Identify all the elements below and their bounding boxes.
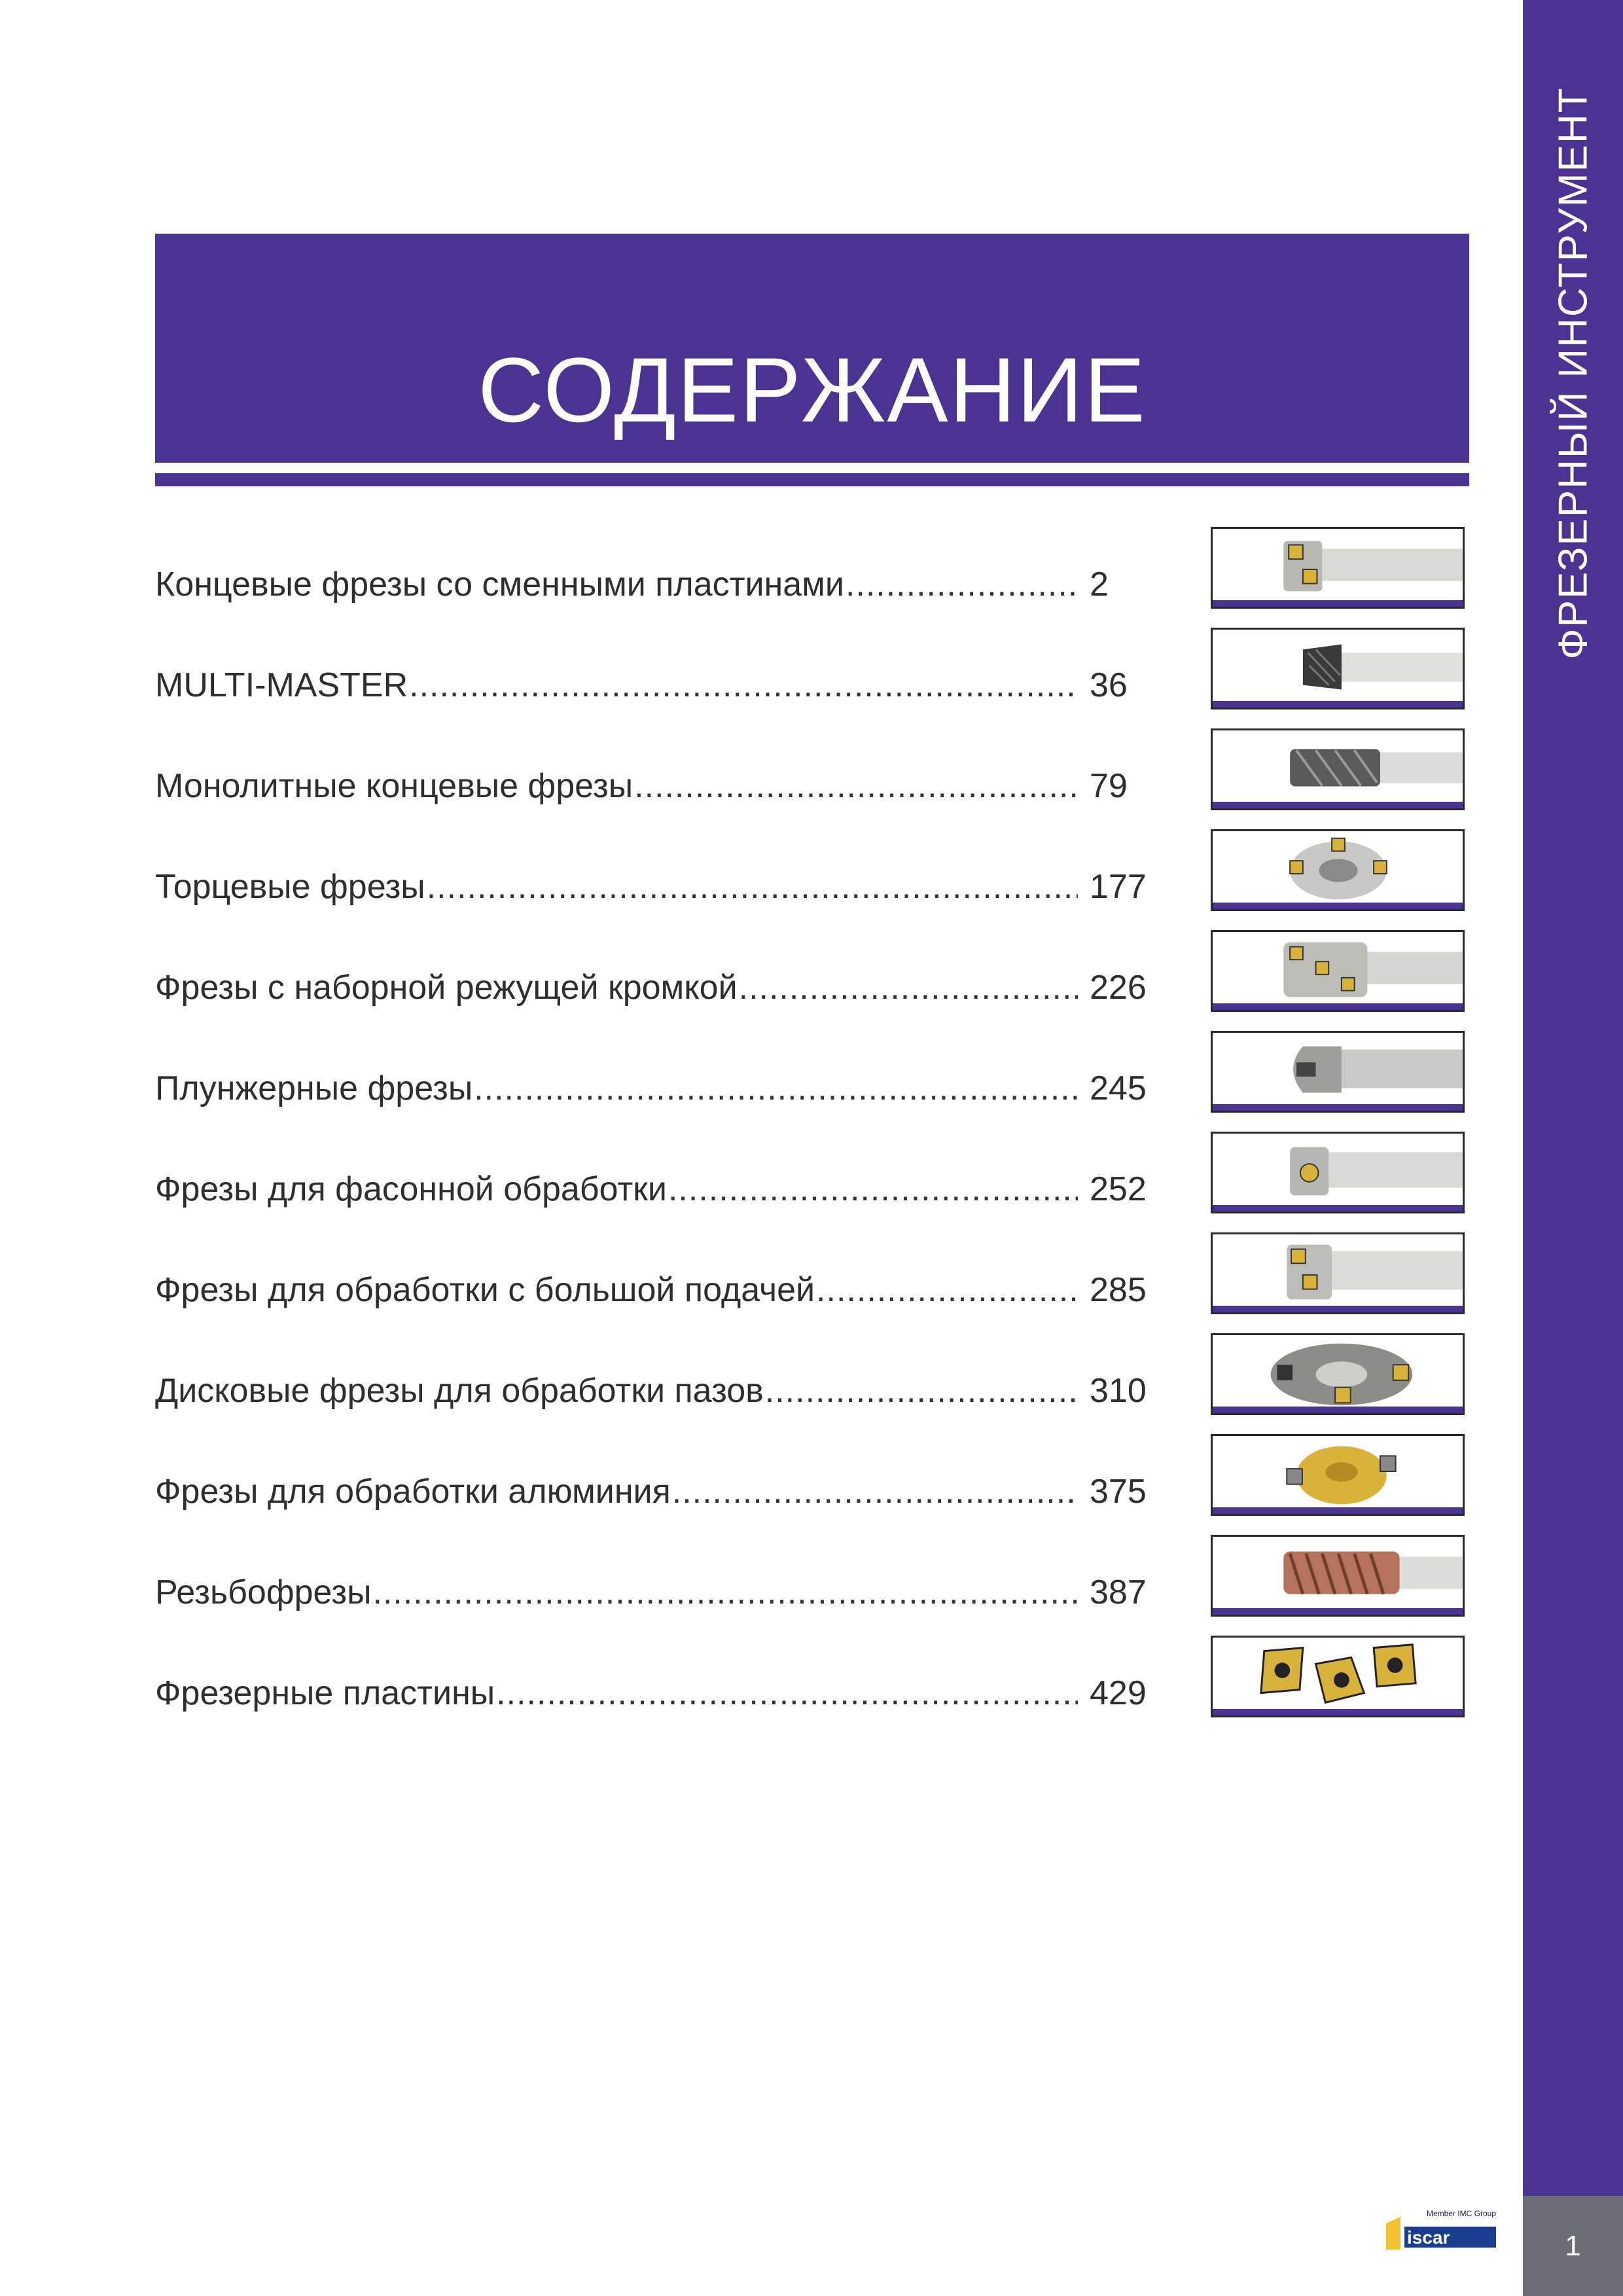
- thumb-slot-mill: [1211, 1333, 1465, 1415]
- toc-row[interactable]: [155, 1674, 1150, 1726]
- toc-page: 429: [1090, 1674, 1147, 1712]
- toc-title: Торцевые фрезы: [155, 868, 425, 906]
- slot-mill-icon: [1213, 1335, 1463, 1410]
- toc-title: Фрезерные пластины: [155, 1674, 495, 1712]
- toc-leader: [634, 766, 1078, 806]
- sidebar-title-box: [1523, 0, 1623, 746]
- plunge-mill-icon: [1213, 1033, 1463, 1108]
- toc-page: 177: [1090, 868, 1147, 906]
- thread-mill-icon: [1213, 1537, 1463, 1612]
- toc-row[interactable]: [155, 565, 1150, 617]
- header-band: [155, 234, 1469, 463]
- thumb-extended-flute: [1211, 930, 1465, 1012]
- toc-leader: [846, 565, 1078, 604]
- toc-leader: [765, 1371, 1078, 1410]
- toc-leader: [496, 1674, 1078, 1713]
- toc-page: 79: [1090, 767, 1128, 805]
- toc-title: Дисковые фрезы для обработки пазов: [155, 1372, 764, 1410]
- toc-title: Фрезы для обработки алюминия: [155, 1473, 671, 1511]
- toc-title: MULTI-MASTER: [155, 666, 408, 704]
- milling-inserts-icon: [1213, 1638, 1463, 1713]
- toc-row[interactable]: [155, 1270, 1150, 1323]
- toc-page: 285: [1090, 1271, 1147, 1309]
- toc-row[interactable]: [155, 1472, 1150, 1524]
- toc-leader: [373, 1573, 1078, 1612]
- face-mill-icon: [1213, 831, 1463, 906]
- thumb-indexable-endmill: [1211, 527, 1465, 609]
- toc-title: Концевые фрезы со сменными пластинами: [155, 565, 844, 603]
- toc-page: 252: [1090, 1170, 1147, 1208]
- toc-page: 375: [1090, 1473, 1147, 1511]
- toc-row[interactable]: [155, 1573, 1150, 1625]
- endmill-insert-icon: [1213, 529, 1463, 604]
- toc-leader: [672, 1472, 1078, 1511]
- aluminum-mill-icon: [1213, 1436, 1463, 1511]
- toc-row[interactable]: [155, 1170, 1150, 1222]
- solid-endmill-icon: [1213, 730, 1463, 806]
- thumb-thread-mill: [1211, 1535, 1465, 1617]
- toc-page: 2: [1090, 565, 1109, 603]
- toc-leader: [668, 1170, 1078, 1209]
- logo-subtext: Member IMC Group: [1427, 2209, 1497, 2218]
- page-title: СОДЕРЖАНИЕ: [478, 338, 1147, 441]
- toc-title: Монолитные концевые фрезы: [155, 767, 633, 805]
- sidebar-title: ФРЕЗЕРНЫЙ ИНСТРУМЕНТ: [1550, 86, 1596, 660]
- svg-text:iscar: iscar: [1407, 2227, 1450, 2248]
- multi-master-icon: [1213, 630, 1463, 705]
- profiling-mill-icon: [1213, 1134, 1463, 1209]
- toc-leader: [816, 1270, 1078, 1310]
- toc-title: Фрезы для обработки с большой подачей: [155, 1271, 815, 1309]
- toc-title: Плунжерные фрезы: [155, 1069, 473, 1107]
- page-number: 1: [1523, 2196, 1623, 2296]
- toc-leader: [409, 666, 1078, 705]
- toc-title: Фрезы с наборной режущей кромкой: [155, 969, 738, 1007]
- toc-page: 226: [1090, 969, 1147, 1007]
- toc-row[interactable]: [155, 766, 1150, 819]
- thumb-profiling: [1211, 1132, 1465, 1213]
- thumb-aluminum: [1211, 1434, 1465, 1516]
- high-feed-mill-icon: [1213, 1234, 1463, 1310]
- extended-flute-icon: [1213, 932, 1463, 1007]
- thumb-solid-endmill: [1211, 728, 1465, 810]
- toc-title: Фрезы для фасонной обработки: [155, 1170, 667, 1208]
- toc-leader: [427, 867, 1078, 906]
- toc-title: Резьбофрезы: [155, 1573, 372, 1611]
- toc-leader: [739, 968, 1078, 1007]
- toc-page: 310: [1090, 1372, 1147, 1410]
- toc-row[interactable]: [155, 968, 1150, 1020]
- toc-row[interactable]: [155, 1371, 1150, 1424]
- toc-page: 387: [1090, 1573, 1147, 1611]
- toc-row[interactable]: [155, 666, 1150, 718]
- thumb-plunge-mill: [1211, 1031, 1465, 1113]
- thumb-face-mill: [1211, 829, 1465, 911]
- thumb-multi-master: [1211, 628, 1465, 709]
- thumb-high-feed: [1211, 1232, 1465, 1314]
- thumb-inserts: [1211, 1636, 1465, 1717]
- toc-row[interactable]: [155, 1069, 1150, 1121]
- toc-page: 245: [1090, 1069, 1147, 1107]
- toc-row[interactable]: [155, 867, 1150, 920]
- header-underline: [155, 473, 1469, 486]
- toc-leader: [474, 1069, 1078, 1108]
- toc-page: 36: [1090, 666, 1128, 704]
